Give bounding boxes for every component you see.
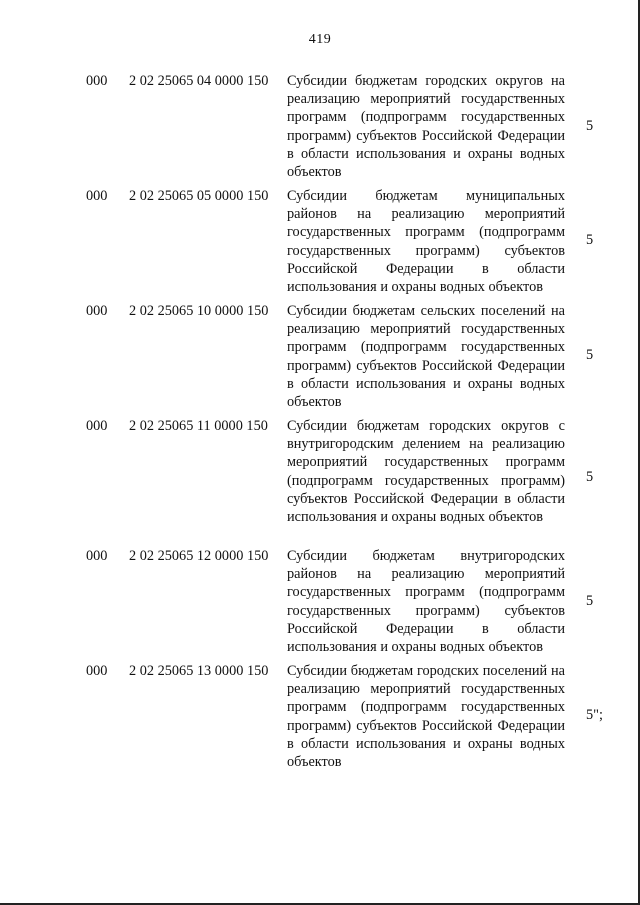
- row-value: 5: [586, 469, 594, 485]
- row-description: Субсидии бюджетам городских округов с внутригородским делением на реализацию мероприятий государственных программ (подпрограмм государственных программ) субъектов Российской Федерации в области использования и охраны водных объектов: [287, 418, 565, 526]
- row-description: Субсидии бюджетам городских округов на реализацию мероприятий государственных программ (подпрограмм государственных программ) субъектов Российской Федерации в области использования и охраны водных объектов: [287, 73, 565, 181]
- row-kbk: 2 02 25065 05 0000 150: [129, 188, 269, 204]
- row-value: 5: [586, 347, 594, 363]
- row-description: Субсидии бюджетам сельских поселений на реализацию мероприятий государственных программ (подпрограмм государственных программ) субъектов Российской Федерации в области использования и охраны водных объектов: [287, 303, 565, 411]
- row-value: 5: [586, 118, 594, 134]
- row-description: Субсидии бюджетам городских поселений на реализацию мероприятий государственных программ (подпрограмм государственных программ) субъектов Российской Федерации в области использования и охраны водных объектов: [287, 663, 565, 771]
- row-kbk: 2 02 25065 04 0000 150: [129, 73, 269, 89]
- row-code: 000: [86, 548, 108, 564]
- row-description: Субсидии бюджетам внутригородских районов на реализацию мероприятий государственных программ (подпрограмм государственных программ) субъектов Российской Федерации в области использования и охраны водных объектов: [287, 548, 565, 656]
- row-value: 5";: [586, 707, 603, 723]
- page-number: 419: [308, 32, 332, 47]
- row-kbk: 2 02 25065 12 0000 150: [129, 548, 269, 564]
- row-code: 000: [86, 188, 108, 204]
- row-kbk: 2 02 25065 10 0000 150: [129, 303, 269, 319]
- row-code: 000: [86, 663, 108, 679]
- row-kbk: 2 02 25065 13 0000 150: [129, 663, 269, 679]
- row-value: 5: [586, 593, 594, 609]
- row-description: Субсидии бюджетам муниципальных районов на реализацию мероприятий государственных программ (подпрограмм государственных программ) субъектов Российской Федерации в области использования и охраны водных объектов: [287, 188, 565, 296]
- row-value: 5: [586, 232, 594, 248]
- row-code: 000: [86, 303, 108, 319]
- row-code: 000: [86, 73, 108, 89]
- row-kbk: 2 02 25065 11 0000 150: [129, 418, 268, 434]
- row-code: 000: [86, 418, 108, 434]
